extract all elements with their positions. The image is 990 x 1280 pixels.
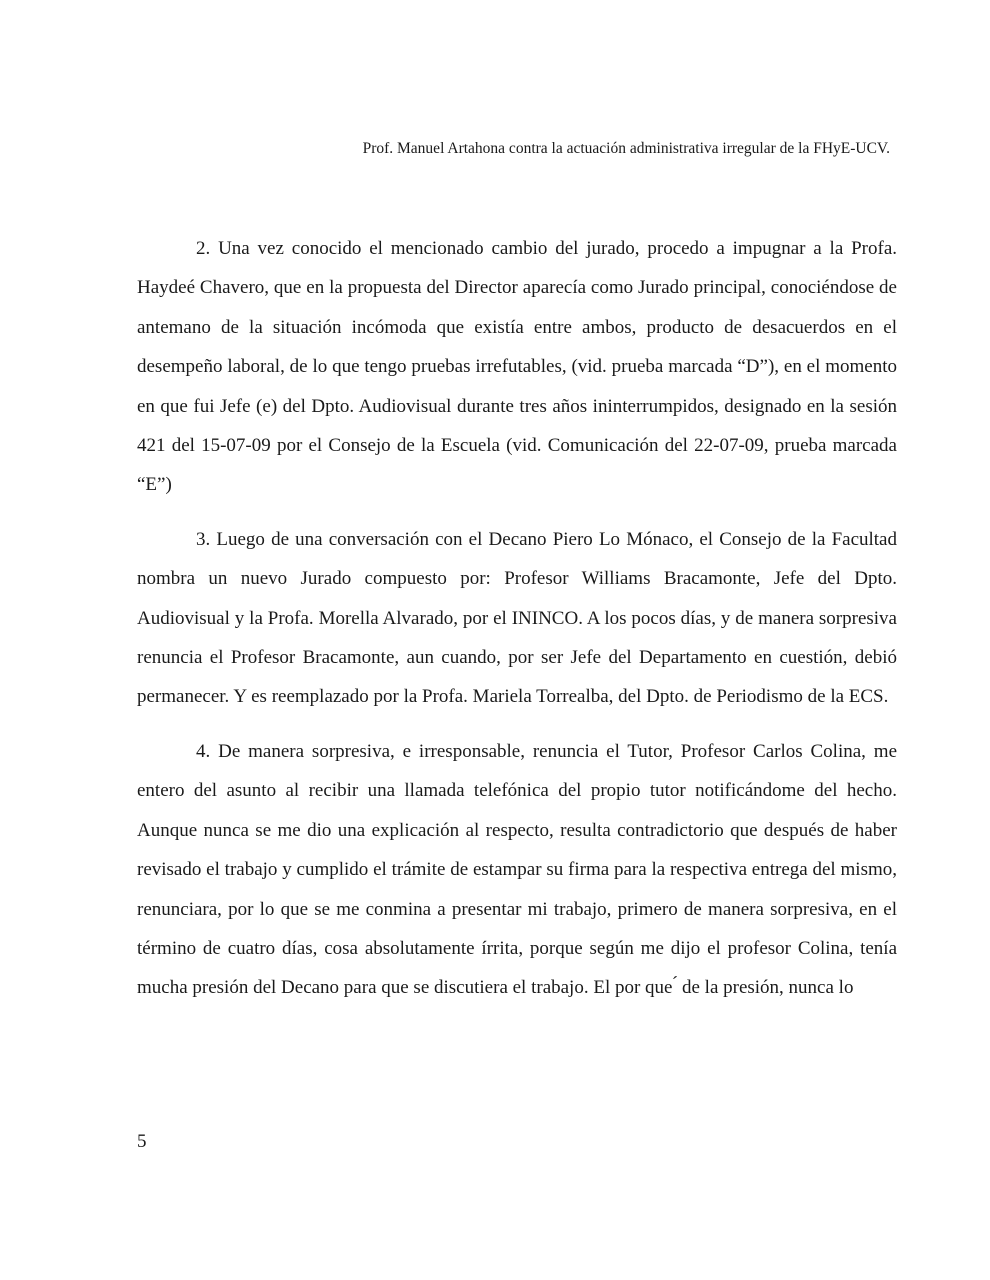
paragraph-2: 2. Una vez conocido el mencionado cambio del jurado, procedo a impugnar a la Profa. Haydeé Chavero, que en la propuesta del Director aparecía como Jurado principal, conociéndose de antemano de la situación incómoda que existía entre ambos, producto de desacuerdos en el desempeño laboral, de lo que tengo pruebas irrefutables, (vid. prueba marcada “D”), en el momento en que fui Jefe (e) del Dpto. Audiovisual durante tres años ininterrumpidos, designado en la sesión 421 del 15-07-09 por el Consejo de la Escuela (vid. Comunicación del 22-07-09, prueba marcada “E”) (137, 238, 897, 496)
running-header: Prof. Manuel Artahona contra la actuación administrativa irregular de la FHyE-UCV. (362, 140, 890, 157)
paragraph-3: 3. Luego de una conversación con el Decano Piero Lo Mónaco, el Consejo de la Facultad nombra un nuevo Jurado compuesto por: Profesor Williams Bracamonte, Jefe del Dpto. Audiovisual y la Profa. Morella Alvarado, por el ININCO. A los pocos días, y de manera sorpresiva renuncia el Profesor Bracamonte, aun cuando, por ser Jefe del Departamento en cuestión, debió permanecer. Y es reemplazado por la Profa. Mariela Torrealba, del Dpto. de Periodismo de la ECS. (137, 528, 897, 708)
body-text (137, 229, 897, 1023)
page-number: 5 (137, 1131, 147, 1152)
paragraph-4: 4. De manera sorpresiva, e irresponsable, renuncia el Tutor, Profesor Carlos Colina, me entero del asunto al recibir una llamada telefónica del propio tutor notificándome del hecho. Aunque nunca se me dio una explicación al respecto, resulta contradictorio que después de haber revisado el trabajo y cumplido el trámite de estampar su firma para la respectiva entrega del mismo, renunciara, por lo que se me conmina a presentar mi trabajo, primero de manera sorpresiva, en el término de cuatro días, cosa absolutamente írrita, porque según me dijo el profesor Colina, tenía mucha presión del Decano para que se discutiera el trabajo. El por que ́ de la presión, nunca lo (137, 740, 897, 999)
